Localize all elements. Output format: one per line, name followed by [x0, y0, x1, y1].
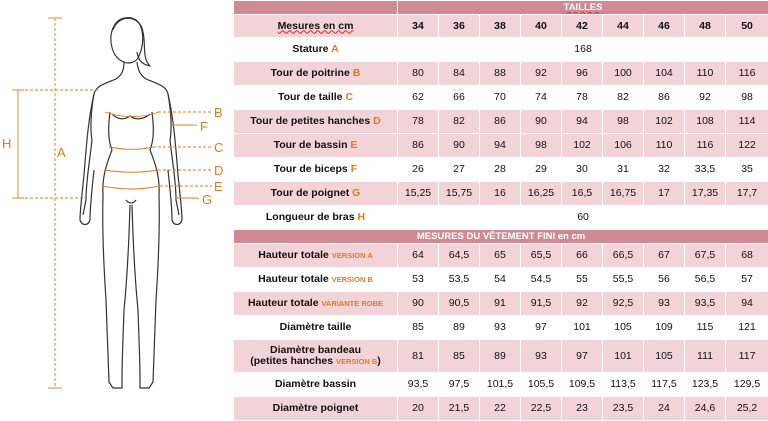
measure-label-text: Tour de poitrine — [271, 67, 350, 79]
finished-value: 109,5 — [562, 373, 603, 397]
finished-row — [234, 340, 768, 373]
measure-value: 104 — [644, 62, 685, 86]
finished-value: 101 — [603, 340, 644, 373]
measure-value: 110 — [685, 62, 726, 86]
finished-value: 85 — [398, 316, 439, 340]
finished-value: 90 — [398, 292, 439, 316]
finished-value: 54,5 — [521, 268, 562, 292]
measure-value-all-sizes: 60 — [398, 206, 768, 230]
measure-value: 62 — [398, 86, 439, 110]
finished-value: 56 — [644, 268, 685, 292]
finished-value: 66,5 — [603, 244, 644, 268]
finished-label-text: Hauteur totale — [258, 273, 329, 285]
measure-row — [234, 134, 768, 158]
finished-label-text: Diamètre poignet — [273, 402, 359, 414]
finished-row — [234, 292, 768, 316]
measure-label — [234, 134, 398, 158]
mesures-header-cell: Mesures en cm — [234, 15, 398, 38]
label-h: H — [2, 136, 11, 151]
finished-value: 92,5 — [603, 292, 644, 316]
finished-section-title: MESURES DU VÊTEMENT FINI en cm — [234, 230, 768, 244]
measure-value: 66 — [439, 86, 480, 110]
label-f: F — [200, 119, 208, 134]
finished-value: 54 — [480, 268, 521, 292]
measure-label — [234, 38, 398, 62]
finished-value: 21,5 — [439, 397, 480, 421]
measure-value: 82 — [603, 86, 644, 110]
measure-row — [234, 62, 768, 86]
finished-value: 93,5 — [685, 292, 726, 316]
finished-value: 117 — [726, 340, 768, 373]
measure-row — [234, 110, 768, 134]
finished-value: 57 — [726, 268, 768, 292]
measure-letter: H — [358, 211, 366, 223]
finished-value: 93 — [644, 292, 685, 316]
measure-label-text: Tour de bassin — [274, 139, 348, 151]
measure-value: 90 — [439, 134, 480, 158]
measure-value: 17,35 — [685, 182, 726, 206]
measure-value: 88 — [480, 62, 521, 86]
measure-value: 122 — [726, 134, 768, 158]
finished-value: 67,5 — [685, 244, 726, 268]
finished-label-suffix: VARIANTE ROBE — [321, 299, 383, 308]
finished-label-close: ) — [377, 355, 381, 367]
finished-value: 53 — [398, 268, 439, 292]
finished-value: 117,5 — [644, 373, 685, 397]
measure-label — [234, 110, 398, 134]
finished-label-text: Diamètre taille — [280, 321, 352, 333]
measure-label-text: Tour de petites hanches — [250, 115, 370, 127]
measure-row — [234, 182, 768, 206]
measure-value-all-sizes: 168 — [398, 38, 768, 62]
finished-label-text: Hauteur totale — [248, 297, 319, 309]
measure-letter: A — [331, 43, 339, 55]
label-b: B — [214, 105, 223, 120]
measure-value: 116 — [726, 62, 768, 86]
finished-label-text-2: (petites hanches — [250, 355, 333, 367]
measure-value: 17 — [644, 182, 685, 206]
measure-label — [234, 62, 398, 86]
size-header: 38 — [480, 15, 521, 38]
finished-label — [234, 397, 398, 421]
size-header: 46 — [644, 15, 685, 38]
measure-value: 78 — [562, 86, 603, 110]
finished-value: 85 — [439, 340, 480, 373]
finished-value: 81 — [398, 340, 439, 373]
size-header: 50 — [726, 15, 768, 38]
measure-letter: B — [353, 67, 361, 79]
finished-value: 55,5 — [603, 268, 644, 292]
measure-letter: G — [352, 187, 360, 199]
finished-label — [234, 316, 398, 340]
measure-value: 16,25 — [521, 182, 562, 206]
measure-value: 84 — [439, 62, 480, 86]
measure-label-text: Tour de biceps — [274, 163, 348, 175]
label-d: D — [214, 163, 223, 178]
finished-label-text: Diamètre bassin — [275, 378, 356, 390]
finished-value: 89 — [480, 340, 521, 373]
finished-value: 22 — [480, 397, 521, 421]
size-header: 34 — [398, 15, 439, 38]
measure-row — [234, 206, 768, 230]
measure-value: 31 — [603, 158, 644, 182]
body-silhouette — [80, 18, 182, 388]
finished-value: 91,5 — [521, 292, 562, 316]
size-header: 44 — [603, 15, 644, 38]
finished-value: 101 — [562, 316, 603, 340]
finished-value: 25,2 — [726, 397, 768, 421]
measure-label-text: Longueur de bras — [266, 211, 355, 223]
finished-value: 93 — [521, 340, 562, 373]
finished-value: 53,5 — [439, 268, 480, 292]
measure-value: 28 — [480, 158, 521, 182]
size-header: 36 — [439, 15, 480, 38]
finished-value: 92 — [562, 292, 603, 316]
finished-row — [234, 316, 768, 340]
size-header: 48 — [685, 15, 726, 38]
finished-value: 91 — [480, 292, 521, 316]
measure-value: 100 — [603, 62, 644, 86]
size-chart-table — [233, 0, 768, 421]
measure-value: 70 — [480, 86, 521, 110]
finished-row — [234, 397, 768, 421]
measure-value: 110 — [644, 134, 685, 158]
finished-value: 123,5 — [685, 373, 726, 397]
finished-row — [234, 268, 768, 292]
measure-value: 98 — [603, 110, 644, 134]
finished-label — [234, 292, 398, 316]
finished-label-text: Hauteur totale — [258, 249, 329, 261]
measure-label-text: Tour de poignet — [271, 187, 350, 199]
sizes-header-row — [234, 15, 768, 38]
finished-value: 66 — [562, 244, 603, 268]
finished-value: 94 — [726, 292, 768, 316]
measure-value: 16,5 — [562, 182, 603, 206]
measure-value: 86 — [398, 134, 439, 158]
finished-value: 101,5 — [480, 373, 521, 397]
finished-value: 67 — [644, 244, 685, 268]
measure-value: 86 — [480, 110, 521, 134]
tailles-header-row — [234, 1, 768, 15]
tailles-title: TAILLES — [398, 1, 768, 15]
finished-value: 65 — [480, 244, 521, 268]
finished-label — [234, 244, 398, 268]
measure-value: 114 — [726, 110, 768, 134]
measure-value: 102 — [562, 134, 603, 158]
body-measurement-figure — [0, 0, 232, 403]
finished-label-suffix: VERSION B — [332, 275, 373, 284]
finished-value: 55 — [562, 268, 603, 292]
finished-value: 24,6 — [685, 397, 726, 421]
measure-value: 80 — [398, 62, 439, 86]
finished-value: 115 — [685, 316, 726, 340]
measure-row — [234, 38, 768, 62]
finished-label — [234, 340, 398, 373]
finished-value: 64,5 — [439, 244, 480, 268]
measure-value: 15,75 — [439, 182, 480, 206]
finished-value: 97,5 — [439, 373, 480, 397]
measure-value: 92 — [685, 86, 726, 110]
finished-section-row — [234, 230, 768, 244]
finished-value: 23 — [562, 397, 603, 421]
measure-value: 17,7 — [726, 182, 768, 206]
finished-label-text: Diamètre bandeau — [270, 344, 361, 356]
finished-value: 65,5 — [521, 244, 562, 268]
finished-label — [234, 373, 398, 397]
finished-value: 90,5 — [439, 292, 480, 316]
measure-value: 26 — [398, 158, 439, 182]
finished-value: 23,5 — [603, 397, 644, 421]
measure-value: 82 — [439, 110, 480, 134]
measure-value: 90 — [521, 110, 562, 134]
measure-value: 33,5 — [685, 158, 726, 182]
label-g: G — [202, 192, 212, 207]
measure-value: 30 — [562, 158, 603, 182]
size-header: 42 — [562, 15, 603, 38]
finished-value: 64 — [398, 244, 439, 268]
measure-value: 94 — [480, 134, 521, 158]
measure-letter: D — [373, 115, 381, 127]
measure-row — [234, 158, 768, 182]
finished-label-suffix: VERSION B — [336, 357, 377, 366]
measure-value: 116 — [685, 134, 726, 158]
measure-value: 108 — [685, 110, 726, 134]
measure-value: 102 — [644, 110, 685, 134]
measure-value: 16,75 — [603, 182, 644, 206]
measure-label — [234, 182, 398, 206]
measure-value: 106 — [603, 134, 644, 158]
label-e: E — [214, 179, 223, 194]
finished-value: 24 — [644, 397, 685, 421]
measure-value: 35 — [726, 158, 768, 182]
finished-row — [234, 244, 768, 268]
measure-row — [234, 86, 768, 110]
finished-row — [234, 373, 768, 397]
measure-label — [234, 206, 398, 230]
finished-value: 97 — [562, 340, 603, 373]
finished-label-suffix: VERSION A — [332, 251, 373, 260]
measure-value: 15,25 — [398, 182, 439, 206]
measure-value: 16 — [480, 182, 521, 206]
measure-value: 32 — [644, 158, 685, 182]
label-a: A — [57, 145, 66, 160]
finished-value: 97 — [521, 316, 562, 340]
measure-value: 98 — [521, 134, 562, 158]
finished-value: 56,5 — [685, 268, 726, 292]
measure-value: 27 — [439, 158, 480, 182]
measure-letter: E — [350, 139, 357, 151]
finished-value: 93,5 — [398, 373, 439, 397]
label-c: C — [214, 140, 223, 155]
finished-value: 109 — [644, 316, 685, 340]
measure-value: 94 — [562, 110, 603, 134]
finished-value: 89 — [439, 316, 480, 340]
measure-letter: F — [351, 163, 357, 175]
measure-value: 86 — [644, 86, 685, 110]
finished-value: 105,5 — [521, 373, 562, 397]
finished-value: 121 — [726, 316, 768, 340]
finished-label — [234, 268, 398, 292]
measure-value: 74 — [521, 86, 562, 110]
finished-value: 105 — [644, 340, 685, 373]
measure-letter: C — [345, 91, 353, 103]
finished-value: 129,5 — [726, 373, 768, 397]
finished-value: 113,5 — [603, 373, 644, 397]
finished-value: 22,5 — [521, 397, 562, 421]
measure-value: 78 — [398, 110, 439, 134]
measure-label — [234, 158, 398, 182]
size-header: 40 — [521, 15, 562, 38]
measure-label-text: Tour de taille — [278, 91, 343, 103]
measure-value: 92 — [521, 62, 562, 86]
measure-label — [234, 86, 398, 110]
measure-value: 98 — [726, 86, 768, 110]
finished-value: 68 — [726, 244, 768, 268]
finished-value: 20 — [398, 397, 439, 421]
measure-value: 96 — [562, 62, 603, 86]
measure-value: 29 — [521, 158, 562, 182]
finished-value: 93 — [480, 316, 521, 340]
finished-value: 111 — [685, 340, 726, 373]
measure-label-text: Stature — [292, 43, 328, 55]
finished-value: 105 — [603, 316, 644, 340]
measurement-lines — [12, 18, 212, 388]
size-chart-body — [234, 1, 768, 421]
